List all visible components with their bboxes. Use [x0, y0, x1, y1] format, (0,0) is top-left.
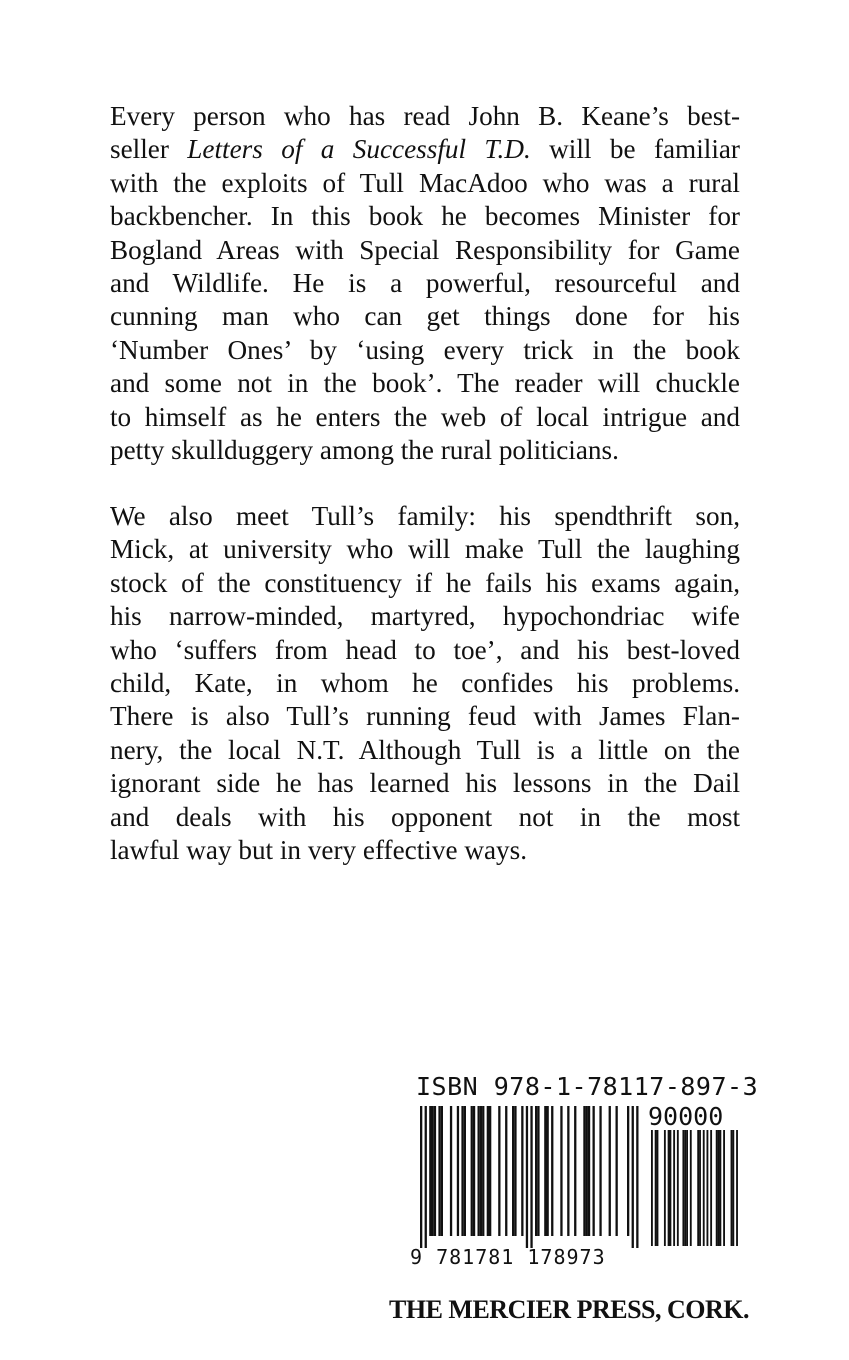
text-line: petty skullduggery among the rural politicians.: [110, 435, 619, 466]
barcode-bar: [450, 1106, 452, 1236]
text-line: ignorant side he has learned his lessons in the Dail: [110, 768, 740, 799]
barcode-bar: [514, 1106, 516, 1236]
price-addon-bar: [736, 1130, 738, 1246]
text-line: who ‘suffers from head to toe’, and his best-loved: [110, 634, 740, 665]
text-line: backbencher. In this book he becomes Minister for: [110, 201, 740, 232]
price-addon-bar: [657, 1130, 659, 1246]
text-line: lawful way but in very effective ways.: [110, 835, 527, 866]
text-line: ‘Number Ones’ by ‘using every trick in the book: [110, 334, 740, 365]
price-addon-bar: [655, 1130, 657, 1246]
barcode-bar: [434, 1106, 436, 1236]
text-line: Mick, at university who will make Tull the laughing: [110, 534, 740, 565]
barcode-bar: [547, 1106, 549, 1236]
text-line: his narrow-minded, martyred, hypochondriac wife: [110, 601, 740, 632]
barcode-bar: [593, 1106, 595, 1236]
barcode-bar: [505, 1106, 507, 1236]
barcode-bar: [588, 1106, 590, 1236]
text-line: seller Letters of a Successful T.D. will be familiar: [110, 134, 740, 165]
price-addon-bar: [670, 1130, 672, 1246]
publisher-imprint: THE MERCIER PRESS, CORK.: [389, 1295, 749, 1324]
barcode-bar: [616, 1106, 618, 1236]
price-addon-bar: [684, 1130, 686, 1246]
barcode-bar: [599, 1106, 601, 1236]
price-addon-bar: [690, 1130, 692, 1246]
price-addon-bar: [697, 1130, 699, 1246]
text-line: There is also Tull’s running feud with James Flan-: [110, 701, 740, 732]
blurb-paragraph-1: [110, 100, 740, 467]
text-line: We also meet Tull’s family: his spendthrift son,: [110, 501, 740, 531]
barcode-bar: [432, 1106, 434, 1236]
text-line: Every person who has read John B. Keane’s best-: [110, 101, 740, 131]
barcode-bar: [480, 1106, 482, 1236]
barcode-bar: [482, 1106, 484, 1236]
price-addon-bar: [677, 1130, 679, 1246]
barcode-bar: [521, 1106, 523, 1236]
text-line: to himself as he enters the web of local intrigue and: [110, 401, 740, 432]
price-addon-bar: [731, 1130, 733, 1246]
price-addon-bar: [719, 1130, 721, 1246]
text-line: cunning man who can get things done for his: [110, 301, 740, 332]
price-addon-bar: [716, 1130, 718, 1246]
barcode-bar: [489, 1106, 491, 1236]
price-addon-bar: [732, 1130, 734, 1246]
barcode-bar: [473, 1106, 475, 1236]
price-addon-bar: [703, 1130, 705, 1246]
barcode-bar: [457, 1106, 459, 1236]
price-addon-bar: [651, 1130, 653, 1246]
barcode-bar: [530, 1106, 532, 1248]
barcode-bar: [551, 1106, 553, 1236]
barcode-bar: [586, 1106, 588, 1236]
price-addon-bar: [707, 1130, 709, 1246]
blurb-paragraph-2: [110, 500, 740, 867]
price-addon-bar: [699, 1130, 701, 1246]
barcode-bar: [526, 1106, 528, 1248]
barcode-bar: [425, 1106, 427, 1248]
ean-digits: 9 781781 178973: [410, 1245, 606, 1269]
text-line: stock of the constituency if he fails his exams again,: [110, 567, 740, 598]
barcode-bar: [438, 1106, 440, 1236]
barcode-bar: [441, 1106, 443, 1236]
barcode-bar: [512, 1106, 514, 1236]
text-line: and some not in the book’. The reader will chuckle: [110, 368, 740, 399]
text-line: Bogland Areas with Special Responsibility for Game: [110, 234, 740, 265]
price-addon-bar: [718, 1130, 720, 1246]
isbn-label: ISBN 978-1-78117-897-3: [416, 1072, 759, 1101]
price-addon-bar: [723, 1130, 725, 1246]
text-line: and Wildlife. He is a powerful, resourceful and: [110, 268, 740, 299]
isbn-barcode: [408, 1072, 759, 1272]
text-line: child, Kate, in whom he confides his problems.: [110, 668, 740, 699]
text-line: nery, the local N.T. Although Tull is a little on the: [110, 734, 740, 765]
barcode-bar: [627, 1106, 629, 1236]
barcode-bar: [609, 1106, 611, 1236]
barcode-bar: [429, 1106, 431, 1236]
barcode-bar: [461, 1106, 463, 1236]
price-addon-bar: [682, 1130, 684, 1246]
barcode-bar: [498, 1106, 500, 1236]
price-addon-bar: [673, 1130, 675, 1246]
price-addon-bar: [686, 1130, 688, 1246]
price-code: 90000: [648, 1102, 724, 1131]
price-addon-bar: [664, 1130, 666, 1246]
barcode-bar: [567, 1106, 569, 1236]
barcode-bar: [636, 1106, 638, 1248]
barcode-bar: [471, 1106, 473, 1236]
barcode-bar: [574, 1106, 576, 1236]
barcode-bar: [537, 1106, 539, 1236]
price-addon-bar: [710, 1130, 712, 1246]
barcode-bar: [535, 1106, 537, 1236]
barcode-bar: [583, 1106, 585, 1236]
barcode-bar: [632, 1106, 634, 1248]
barcode-bar: [560, 1106, 562, 1236]
barcode-bar: [420, 1106, 422, 1248]
barcode-bar: [544, 1106, 546, 1236]
barcode-bar: [478, 1106, 480, 1236]
barcode-bar: [487, 1106, 489, 1236]
barcode-bar: [464, 1106, 466, 1236]
text-line: and deals with his opponent not in the most: [110, 801, 740, 832]
price-addon-bar: [668, 1130, 670, 1246]
text-line: with the exploits of Tull MacAdoo who was a rural: [110, 167, 740, 198]
